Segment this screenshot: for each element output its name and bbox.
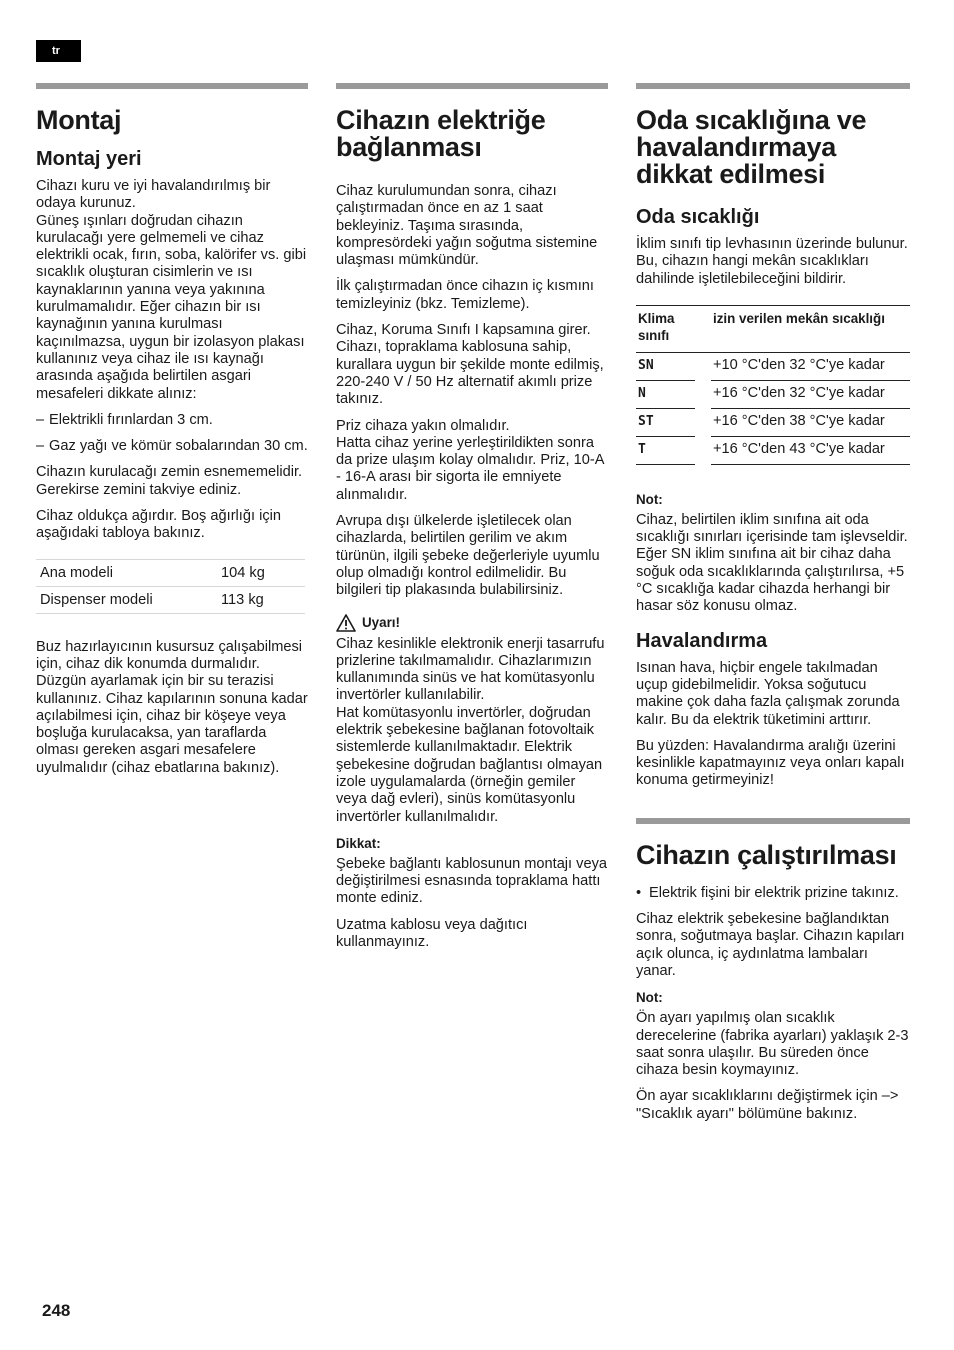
column-gap — [695, 436, 711, 464]
caution-label: Dikkat: — [336, 835, 381, 851]
section-rule — [36, 83, 308, 89]
paragraph: Buz hazırlayıcının kusursuz çalışabilmesi için, cihaz dik konumda durmalıdır. Düzgün ayarlamak için bir su terazisi kullanınız. Cihaz kapılarının sonuna kadar açılabilmesi için, cihaz bir köşeye veya boşluğa kurulacaksa, yan taraflarda olması gereken asgari mesafelere uyulmalıdır (cihaz ebatlarına bakınız). — [36, 638, 308, 776]
subtitle-montaj-yeri: Montaj yeri — [36, 148, 142, 170]
page-number: 248 — [42, 1301, 71, 1320]
weight-cell: 104 kg — [217, 559, 305, 586]
list-item: – Elektrikli fırınlardan 3 cm. — [36, 412, 308, 429]
column-gap — [695, 352, 711, 380]
section-title-montaj: Montaj — [36, 105, 122, 135]
paragraph: İlk çalıştırmadan önce cihazın iç kısmını temizleyiniz (bkz. Temizleme). — [336, 278, 594, 312]
subtitle-havalandirma: Havalandırma — [636, 629, 768, 652]
warning-heading — [336, 614, 608, 632]
paragraph: Isınan hava, hiçbir engele takılmadan uçup gidebilmelidir. Yoksa soğutucu makine çok daha fazla çalışmak zorunda kalır. Bu da elektrik tüketimini arttırır. — [636, 659, 900, 728]
column-header: izin verilen mekân sıcaklığı — [711, 305, 910, 352]
caution-text: Şebeke bağlantı kablosunun montajı veya değiştirilmesi esnasında topraklama hattı monte ediniz. — [336, 855, 607, 907]
paragraph: Cihazın kurulacağı zemin esnememelidir. Gerekirse zemini takviye ediniz. — [36, 464, 303, 498]
climate-class-cell: SN — [636, 352, 695, 380]
subtitle-oda-sicakligi: Oda sıcaklığı — [636, 206, 760, 228]
column-gap — [695, 305, 711, 352]
column-gap — [695, 408, 711, 436]
table-row — [36, 586, 305, 613]
warning-triangle-icon — [336, 614, 356, 632]
table-row — [636, 380, 910, 408]
paragraph: Cihaz kurulumundan sonra, cihazı çalıştırmadan önce en az 1 saat bekleyiniz. Taşıma sırasında, kompresördeki yağın soğutma sistemine ulaşması mümkündür. — [336, 183, 598, 269]
note-text: Ön ayarı yapılmış olan sıcaklık derecelerine (fabrika ayarları) yaklaşık 2-3 saat sonra ulaşılır. Bu süreden önce cihaza besin koymayınız. — [636, 1010, 909, 1079]
paragraph: Cihazı kuru ve iyi havalandırılmış bir odaya kurunuz. Güneş ışınları doğrudan cihazın kurulacağı yere gelmemeli ve cihaz elektrikli ocak, fırın, soba, kalörifer vs. gibi sıcaklık oluşturan cisimlerin ve ısı kaynaklarının yanına veya yakınına kurulmamalıdır. Eğer cihazın bir ısı kaynağının yanına kurulması kaçınılmazsa, uygun bir izolasyon plakası kullanınız veya cihaz ile ısı kaynağı arasında aşağıda belirtilen asgari mesafeleri dikkate alınız: — [36, 178, 307, 402]
column-montaj — [36, 83, 308, 786]
table-row — [636, 436, 910, 464]
section-rule — [636, 83, 910, 89]
column-gap — [695, 380, 711, 408]
climate-class-cell: ST — [636, 408, 695, 436]
paragraph: Cihaz, Koruma Sınıfı I kapsamına girer. Cihazı, topraklama kablosuna sahip, kurallara uygun bir şekilde monte edilmiş, 220-240 V / 50 Hz alternatif akımlı prize takınız. — [336, 322, 604, 408]
operation-list — [636, 885, 910, 902]
temperature-range-cell: +16 °C'den 38 °C'ye kadar — [711, 408, 910, 436]
paragraph: Avrupa dışı ülkelerde işletilecek olan cihazlarda, belirtilen gerilim ve akım türünün, ilgili şebeke değerleriyle uyumlu olup olmadığı kontrol edilmelidir. Bu bilgileri tip plakasında bulabilirsiniz. — [336, 513, 600, 599]
table-row — [636, 408, 910, 436]
section-title-operation: Cihazın çalıştırılması — [636, 839, 897, 870]
model-cell: Dispenser modeli — [36, 586, 217, 613]
paragraph: Cihaz oldukça ağırdır. Boş ağırlığı için aşağıdaki tabloya bakınız. — [36, 508, 281, 542]
section-title-room-temperature: Oda sıcaklığına ve havalandırmaya dikkat edilmesi — [636, 105, 867, 189]
climate-class-table — [636, 305, 910, 465]
table-row — [636, 352, 910, 380]
model-cell: Ana modeli — [36, 559, 217, 586]
table-header-row — [636, 305, 910, 352]
paragraph: Bu yüzden: Havalandırma aralığı üzerini kesinlikle kapatmayınız veya onları kapalı konuma getirmeyiniz! — [636, 737, 905, 789]
note-label: Not: — [636, 491, 663, 507]
table-row — [36, 559, 305, 586]
language-tag: tr — [36, 40, 81, 62]
paragraph: Uzatma kablosu veya dağıtıcı kullanmayınız. — [336, 916, 528, 950]
note-label: Not: — [636, 990, 663, 1006]
list-item: • Elektrik fişini bir elektrik prizine takınız. — [636, 885, 910, 902]
section-rule — [336, 83, 608, 89]
climate-class-cell: N — [636, 380, 695, 408]
warning-label: Uyarı! — [362, 615, 400, 631]
paragraph: İklim sınıfı tip levhasının üzerinde bulunur. Bu, cihazın hangi mekân sıcaklıkları dahilinde işletilebileceğini bildirir. — [636, 236, 908, 287]
temperature-range-cell: +16 °C'den 32 °C'ye kadar — [711, 380, 910, 408]
column-room-temperature — [636, 83, 910, 1132]
weight-cell: 113 kg — [217, 586, 305, 613]
distance-list — [36, 412, 308, 456]
section-title-electric: Cihazın elektriğe bağlanması — [336, 105, 546, 162]
section-rule — [636, 818, 910, 824]
paragraph: Cihaz elektrik şebekesine bağlandıktan sonra, soğutmaya başlar. Cihazın kapıları açık olunca, iç aydınlatma lambaları yanar. — [636, 911, 905, 979]
list-item: – Gaz yağı ve kömür sobalarından 30 cm. — [36, 438, 308, 455]
weight-table — [36, 559, 305, 614]
temperature-range-cell: +10 °C'den 32 °C'ye kadar — [711, 352, 910, 380]
column-electric — [336, 83, 608, 960]
warning-text: Cihaz kesinlikle elektronik enerji tasarrufu prizlerine takılmamalıdır. Cihazlarımızın kullanımında sinüs ve hat komütasyonlu invertörler kullanılabilir. Hat komütasyonlu invertörler, doğrudan elektrik şebekesine bağlanan fotovoltaik sistemlerde kullanılmaktadır. Elektrik şebekesine doğrudan bağlantısı olmayan izole uygulamalarda (örneğin gemiler veya dağ evleri), sinüs komütasyonlu invertörler kullanılmalıdır. — [336, 635, 605, 825]
climate-class-cell: T — [636, 436, 695, 464]
paragraph: Ön ayar sıcaklıklarını değiştirmek için –> "Sıcaklık ayarı" bölümüne bakınız. — [636, 1088, 899, 1122]
note-text: Cihaz, belirtilen iklim sınıfına ait oda sıcaklığı sınırları içerisinde tam işlevseldir. Eğer SN iklim sınıfına ait bir cihaz daha soğuk oda sıcaklıklarında çalıştırılırsa, +5 °C sıcaklığa kadar cihazda herhangi bir hasar söz konusu olmaz. — [636, 511, 908, 615]
temperature-range-cell: +16 °C'den 43 °C'ye kadar — [711, 436, 910, 464]
column-header: Klima sınıfı — [636, 305, 695, 352]
paragraph: Priz cihaza yakın olmalıdır. Hatta cihaz yerine yerleştirildikten sonra da prize ulaşım kolay olmalıdır. Priz, 10-A - 16-A arası bir sigorta ile emniyete alınmalıdır. — [336, 417, 604, 503]
